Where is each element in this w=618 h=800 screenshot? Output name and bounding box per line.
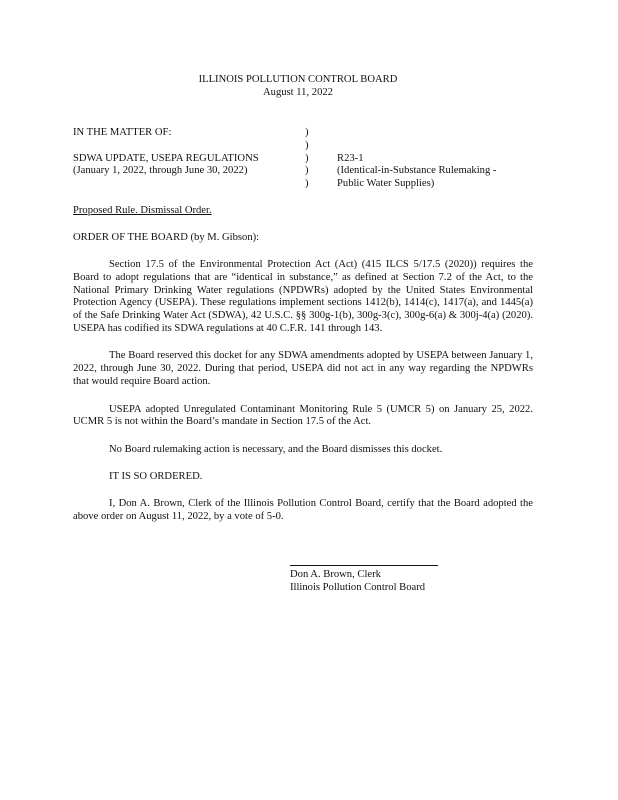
rulemaking-type-line1: (Identical-in-Substance Rulemaking - [337,165,497,177]
caption-title-line2: (January 1, 2022, through June 30, 2022) [73,165,248,177]
document-heading: Proposed Rule. Dismissal Order. [73,204,212,216]
document-page [73,74,533,524]
order-by-line: ORDER OF THE BOARD (by M. Gibson): [73,231,260,243]
signer-name: Don A. Brown, Clerk [290,569,381,580]
paragraph-authority: Section 17.5 of the Environmental Protection Act (Act) (415 ILCS 5/17.5 (2020)) requires the Board to adopt regulations that are “identical in substance,” as defined at Section 7.2 of the Act, to the National Primary Drinking Water regulations (NPDWRs) adopted by the United States Environmental Protection Agency (USEPA). These regulations implement sections 1412(b), 1414(c), 1417(a), and 1445(a) of the Safe Drinking Water Act (SDWA), 42 U.S.C. §§ 300g-1(b), 300g-3(c), 300g-6(a) & 300j-4(a) (2020). USEPA has codified its SDWA regulations at 40 C.F.R. 141 through 143. [73,259,533,334]
so-ordered: IT IS SO ORDERED. [109,470,203,482]
paragraph-ucmr5: USEPA adopted Unregulated Contaminant Monitoring Rule 5 (UMCR 5) on January 25, 2022. UCMR 5 is not within the Board’s mandate in Section 17.5 of the Act. [73,403,533,428]
paragraph-reserved-docket: The Board reserved this docket for any SDWA amendments adopted by USEPA between January 1, 2022, through June 30, 2022. During that period, USEPA did not act in any way regarding the NPDWRs that would require Board action. [73,350,533,387]
paragraph-dismissal: No Board rulemaking action is necessary, and the Board dismisses this docket. [109,443,443,455]
clerk-certification: I, Don A. Brown, Clerk of the Illinois Pollution Control Board, certify that the Board adopted the above order on August 11, 2022, by a vote of 5-0. [73,498,533,523]
signature-block [290,565,438,594]
board-title: ILLINOIS POLLUTION CONTROL BOARD [198,74,398,85]
signer-organization: Illinois Pollution Control Board [290,581,426,593]
caption-parentheses: ) ) ) ) ) [305,127,309,190]
docket-number: R23-1 [337,152,364,164]
order-date: August 11, 2022 [263,86,333,98]
rulemaking-type-line2: Public Water Supplies) [337,178,435,190]
caption-title-line1: SDWA UPDATE, USEPA REGULATIONS [73,152,259,164]
case-caption [73,127,533,190]
in-the-matter-label: IN THE MATTER OF: [73,127,172,139]
